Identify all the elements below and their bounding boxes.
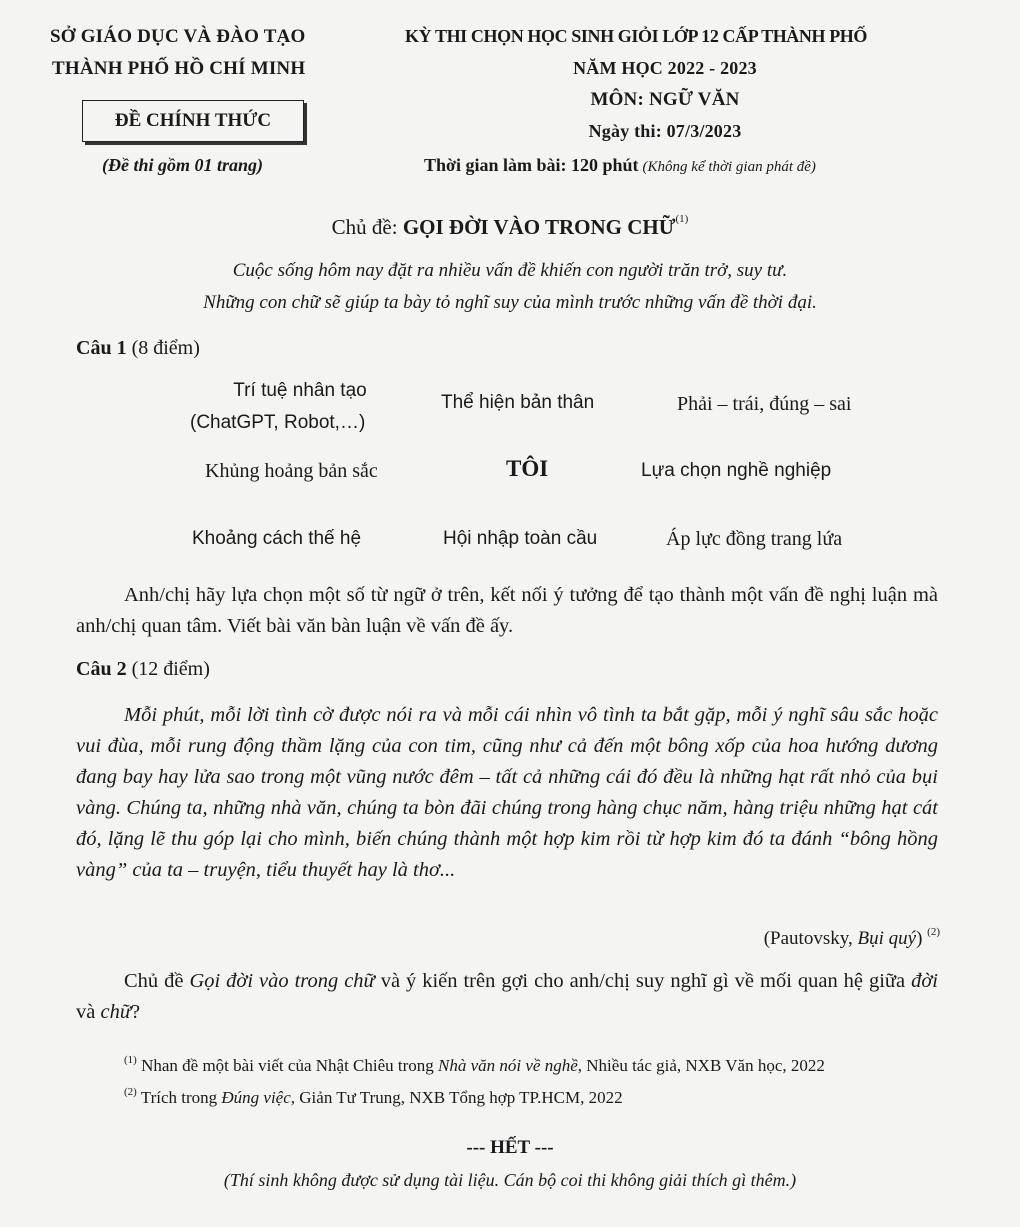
quote-author: (Pautovsky, bbox=[763, 928, 853, 949]
pages-note: (Đề thi gồm 01 trang) bbox=[102, 155, 264, 175]
footnote-1-text: Nhan đề một bài viết của Nhật Chiêu trong bbox=[141, 1056, 439, 1075]
exam-title: KỲ THI CHỌN HỌC SINH GIỎI LỚP 12 CẤP THÀNH PHỐ bbox=[405, 26, 868, 46]
school-year: NĂM HỌC 2022 - 2023 bbox=[573, 58, 757, 78]
topic-footnote-mark: (1) bbox=[675, 213, 689, 225]
prompt-part: ? bbox=[131, 1001, 141, 1023]
footer-note: (Thí sinh không được sử dụng tài liệu. Cán bộ coi thi không giải thích gì thêm.) bbox=[223, 1170, 797, 1190]
end-marker: --- HẾT --- bbox=[466, 1137, 554, 1158]
prompt-life: đời bbox=[911, 970, 938, 992]
quote-footnote-mark: (2) bbox=[927, 926, 940, 938]
duration-label: Thời gian làm bài: 120 phút bbox=[424, 155, 639, 175]
quote-work: Bụi quý bbox=[857, 928, 917, 949]
footnote-2-book: Đúng việc bbox=[221, 1088, 291, 1107]
topic-prefix: Chủ đề: bbox=[331, 215, 398, 239]
word-center-toi: TÔI bbox=[506, 456, 549, 481]
duration bbox=[424, 155, 816, 176]
quote-source-close: ) bbox=[916, 928, 923, 949]
question-2-label: Câu 2 bbox=[76, 658, 127, 680]
prompt-word: chữ bbox=[100, 1001, 132, 1023]
topic-intro-2: Những con chữ sẽ giúp ta bày tỏ nghĩ suy của mình trước những vấn đề thời đại. bbox=[203, 292, 817, 313]
quote-source bbox=[764, 928, 940, 950]
subject: MÔN: NGỮ VĂN bbox=[590, 89, 740, 110]
prompt-topic: Gọi đời vào trong chữ bbox=[189, 970, 375, 992]
question-1-instruction: Anh/chị hãy lựa chọn một số từ ngữ ở trên, kết nối ý tưởng để tạo thành một vấn đề nghị luận mà anh/chị quan tâm. Viết bài văn bàn luận về vấn đề ấy. bbox=[76, 584, 938, 637]
footnote-2-text: Trích trong bbox=[140, 1088, 222, 1107]
city-name: THÀNH PHỐ HỒ CHÍ MINH bbox=[52, 58, 306, 79]
question-1-points: (8 điểm) bbox=[131, 337, 200, 359]
word-ai-examples: (ChatGPT, Robot,…) bbox=[190, 412, 366, 433]
word-self-expression: Thể hiện bản thân bbox=[441, 392, 595, 413]
department-name: SỞ GIÁO DỤC VÀ ĐÀO TẠO bbox=[50, 26, 306, 47]
footnote-1-mark: (1) bbox=[124, 1054, 137, 1066]
question-2-heading bbox=[76, 658, 210, 681]
prompt-part: và bbox=[76, 1001, 101, 1023]
official-exam-box: ĐỀ CHÍNH THỨC bbox=[82, 100, 304, 142]
question-1-heading bbox=[76, 337, 200, 360]
question-2-quote: Mỗi phút, mỗi lời tình cờ được nói ra và mỗi cái nhìn vô tình ta bắt gặp, mỗi ý nghĩ sâu sắc hoặc vui đùa, mỗi rung động thầm lặng của con tim, cũng như cả đến một bông xốp của hoa hướng dương đang bay hay lửa sao trong một vũng nước đêm – tất cả những cái đó đều là những hạt rất nhỏ của bụi vàng. Chúng ta, những nhà văn, chúng ta bòn đãi chúng trong hàng chục năm, hàng triệu những hạt cát đó, lặng lẽ thu góp lại cho mình, biến chúng thành một hợp kim rồi từ hợp kim đó ta đánh “bông hồng vàng” của ta – truyện, tiểu thuyết hay là thơ... bbox=[76, 704, 938, 881]
footnote-2-text-end: , Giản Tư Trung, NXB Tổng hợp TP.HCM, 2022 bbox=[290, 1088, 623, 1107]
prompt-part: Chủ đề bbox=[124, 970, 190, 992]
topic-intro-1: Cuộc sống hôm nay đặt ra nhiều vấn đề khiến con người trăn trở, suy tư. bbox=[232, 260, 788, 281]
footnote-1-book: Nhà văn nói về nghề bbox=[438, 1056, 578, 1075]
word-identity-crisis: Khủng hoảng bản sắc bbox=[205, 460, 378, 482]
question-2-points: (12 điểm) bbox=[131, 658, 210, 680]
footnote-1-text-end: , Nhiều tác giả, NXB Văn học, 2022 bbox=[577, 1056, 825, 1075]
duration-note: (Không kể thời gian phát đề) bbox=[642, 159, 816, 175]
word-ai: Trí tuệ nhân tạo bbox=[233, 380, 367, 401]
topic-title: GỌI ĐỜI VÀO TRONG CHỮ bbox=[402, 215, 676, 239]
question-2-prompt bbox=[76, 966, 938, 1028]
footnote-1 bbox=[124, 1056, 825, 1076]
footnote-2-mark: (2) bbox=[124, 1086, 137, 1098]
word-right-wrong: Phải – trái, đúng – sai bbox=[677, 393, 852, 415]
exam-date: Ngày thi: 07/3/2023 bbox=[588, 121, 742, 141]
word-global-integration: Hội nhập toàn cầu bbox=[443, 528, 598, 549]
word-generation-gap: Khoảng cách thế hệ bbox=[192, 528, 362, 549]
prompt-part: và ý kiến trên gợi cho anh/chị suy nghĩ gì về mối quan hệ giữa bbox=[374, 970, 912, 992]
question-1-label: Câu 1 bbox=[76, 337, 127, 359]
word-peer-pressure: Áp lực đồng trang lứa bbox=[666, 528, 843, 550]
word-career-choice: Lựa chọn nghề nghiệp bbox=[641, 460, 832, 481]
topic-heading bbox=[0, 215, 1020, 240]
footnote-2 bbox=[124, 1088, 623, 1108]
